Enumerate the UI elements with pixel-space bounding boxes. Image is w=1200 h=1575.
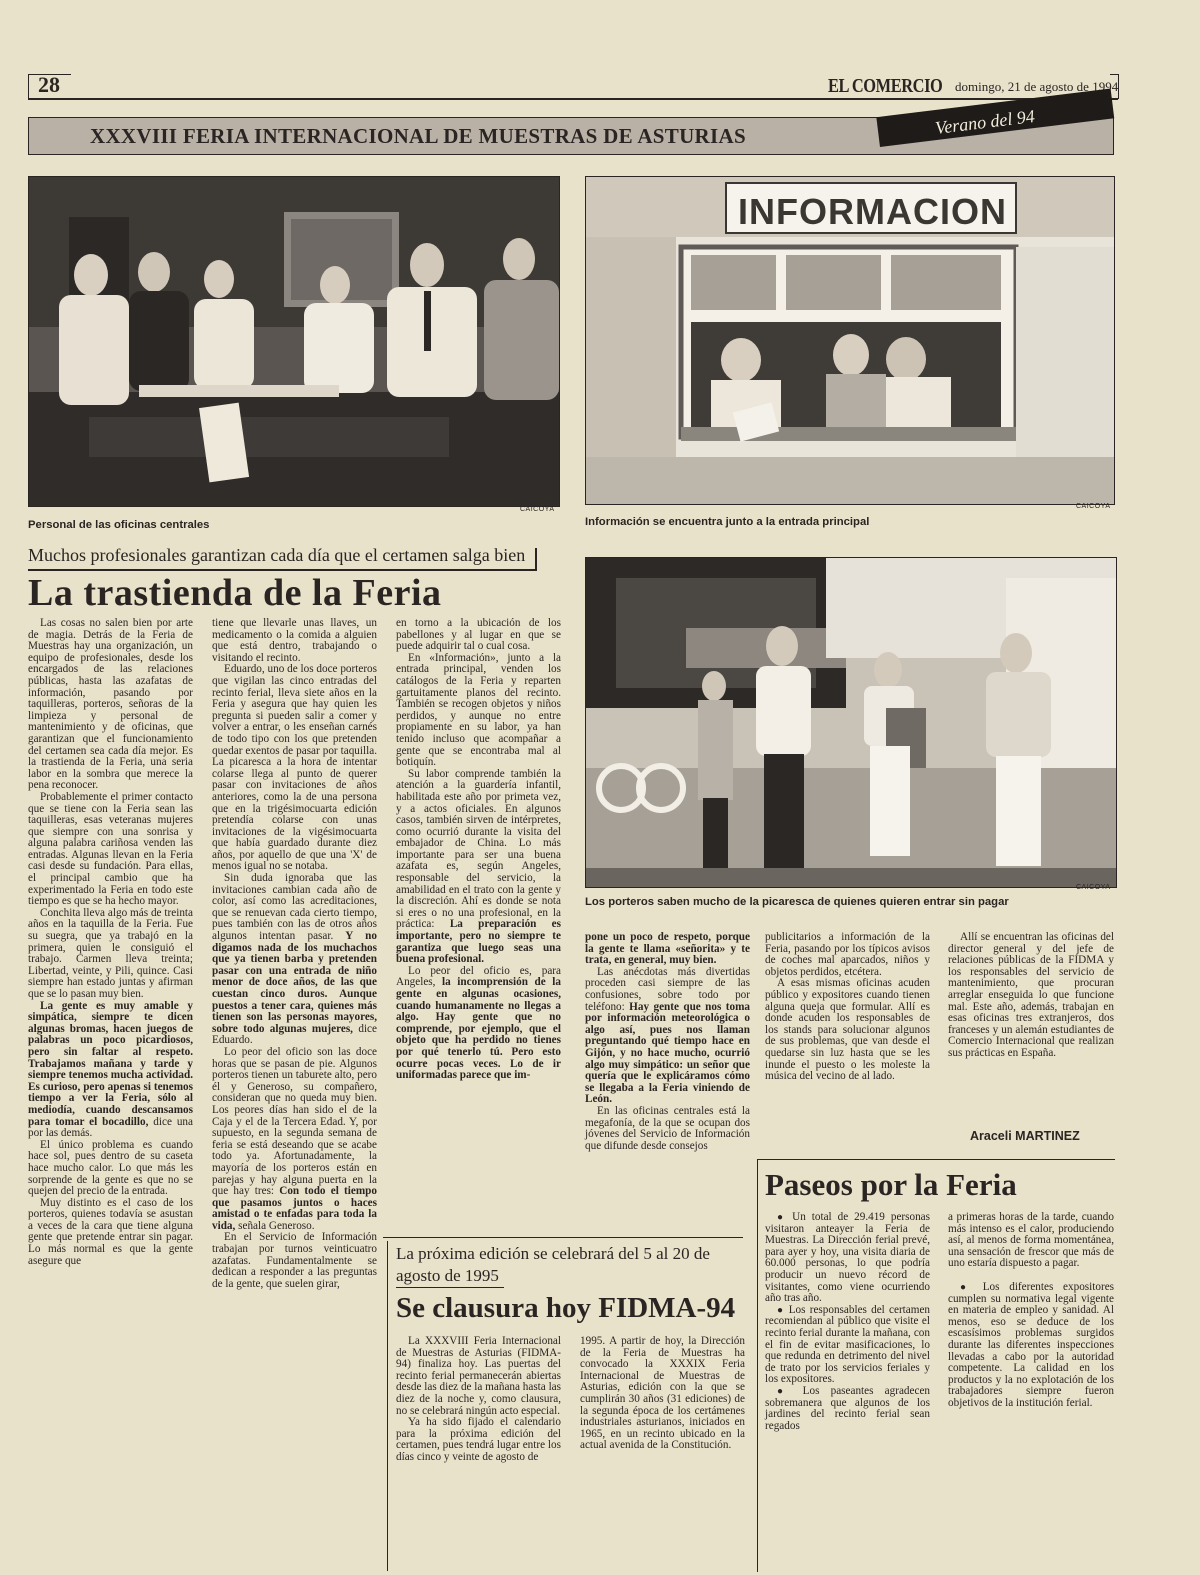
main-col1-p5: El único problema es cuando hace sol, pues dentro de su caseta hace mucho calor. Lo que más les sorprende de la gente es que no se quejen del precio de la entrada. [28,1138,193,1198]
main-col3-p3-bold: La preparación es importante, pero no siempre te garantiza que luego seas una buena profesional. [396,918,561,966]
information-sign: INFORMACION [738,191,1007,232]
clausura-col1-p2: Ya ha sido fijado el calendario para la próxima edición del certamen, pues tendrá lugar entre los días cinco y veinte de agosto de [396,1416,561,1463]
main-col1-p3: Conchita lleva algo más de treinta años en la taquilla de la Feria. Fue su suegra, que ya trabajó en la primera, quien le consiguió el trabajo. Carmen lleva treinta; Libertad, veinte, y Pili, quince. Casi siempre han estado juntas y afirman que se lo pasan muy bien. [28,906,193,1000]
main-col4-p1 [585,932,750,967]
clausura-col-2 [580,1336,745,1452]
clausura-kicker-rule [396,1287,504,1288]
main-col1-p6: Muy distinto es el caso de los porteros, quienes todavía se asustan a veces de la cara que tiene alguna gente que pretende entrar sin pagar. Lo más normal es que la gente asegure que [28,1196,193,1267]
photo1-caption: Personal de las oficinas centrales [28,519,210,531]
photo1-credit: CAICOYA [520,506,555,513]
paseos-col1-p2-text: Los responsables del certamen recomiendan al público que visite el recinto ferial durante la mañana, con el fin de evitar masificaciones, lo que redunda en detrimento del nivel de trato por los servicios feriales y los expositores. [765,1303,931,1386]
main-col5-p2: A esas mismas oficinas acuden público y expositores cuando tienen alguna queja que formular. Allí es donde acuden los responsables de los stands para solucionar algunos de sus problemas, que van desde el quedarse sin luz hasta que se les inunde el puesto o les moleste la música del vecino de al lado. [765,977,930,1083]
main-col3-p4-text: Lo peor del oficio es, para Angeles, [396,964,561,989]
main-col-1 [28,618,193,1267]
clausura-kicker-line1: La próxima edición se celebrará del 5 al 20 de [396,1244,710,1263]
clausura-col2-p1: 1995. A partir de hoy, la Dirección de la Feria de Muestras ha convocado la XXXIX Feria Internacional de Muestras de Asturias, edición con la que se cumplirán 30 años (31 ediciones) de la segunda época de los certámenes industriales asturianos, iniciados en 1965, en un recinto ubicado en la actual avenida de la Constitución. [580,1335,745,1452]
paseos-col2-p2 [948,1282,1114,1410]
main-col2-p4-bold: Con todo el tiempo que pasamos juntos o haces amistad o te enfadas para toda la vida, [212,1185,377,1232]
main-col2-p4-end: señala Generoso. [235,1219,315,1232]
main-col4-p2 [585,967,750,1106]
main-bottom-rule [383,1237,743,1238]
main-col1-p2: Probablemente el primer contacto que se tiene con la Feria sean las taquilleras, esas veteranas mujeres que siempre con una sonrisa y alguna palabra cariñosa venden las entradas. Algunas llevan en la Feria casi desde su fundación. Para ellas, el principal cambio que ha experimentado la Feria en todo este tiempo es que se ha hecho mayor. [28,790,193,908]
main-col-2 [212,618,377,1290]
main-col3-p3 [396,769,561,966]
main-col2-p3 [212,873,377,1047]
paseos-col2-p2-text: Los diferentes expositores cumplen su normativa legal vigente en materia de empleo y sanidad. Al menos, eso se deduce de los escasísimos problemas surgidos durante las diferentes inspecciones llevadas a cabo por la autoridad competente. La calidad en los productos y la no explotación de los trabajadores siempre fueron objetivos de la institución ferial. [948,1280,1115,1409]
paseos-col1-p1-text: Un total de 29.419 personas visitaron anteayer la Feria de Muestras. La Dirección ferial prevé, para ayer y hoy, una visita diaria de 60.000 personas, lo que podría producir un nuevo récord de visitantes, como viene ocurriendo año tras año. [765,1211,930,1305]
bullet-icon: ● [960,1281,973,1293]
clausura-col-1 [396,1336,561,1464]
main-col-3 [396,618,561,1082]
paseos-col1-p3-text: Los paseantes agradecen sobremanera que algunos de los jardines del recinto ferial sean regados [765,1384,931,1432]
main-col2-p3-text: Sin duda ignoraba que las invitaciones cambian cada año de color, así como las acreditaciones, que se renuevan cada cierto tiempo, pues también con las de otros años algunos intentan pasar. [212,872,377,943]
main-col2-p5: En el Servicio de Información trabajan por turnos veinticuatro azafatas. Fundamentalmente se dedican a responder a las preguntas de la gente, que suelen girar, [212,1231,377,1290]
main-col3-p4 [396,966,561,1082]
photo2-caption: Información se encuentra junto a la entrada principal [585,516,870,528]
header-rule [28,98,1118,100]
main-headline: La trastienda de la Feria [28,572,442,614]
main-col2-p2: Eduardo, uno de los doce porteros que vigilan las cinco entradas del recinto ferial, lleva siete años en la Feria y asegura que hay quien les pregunta si pueden salir a comer y volver a entrar, o les enseñan carnés de todo tipo con los que pretenden quedar exentos de pasar por taquilla. La picaresca a la hora de intentar colarse llega al punto de querer pasar con invitaciones de años anteriores, como la de una persona que en la trigésimocuarta edición pretendía colarse con unas invitaciones de la vigésimocuarta que había guardado durante diez años, por aquello de que una 'X' de menos igual no se notaba. [212,663,377,873]
main-col3-p4-bold: la incomprensión de la gente en algunas ocasiones, cuando humanamente no llegas a algo. Hay gente que no comprende, por ejemplo, que el objeto que ha perdido no tienes por qué tenerlo tú. Pero esto ocurre pocas veces. Lo de ir uniformadas parece que im- [396,976,561,1082]
main-col4-p2-text: Las anécdotas más divertidas proceden casi siempre de las confusiones, sobre todo por teléfono: [585,965,750,1013]
main-col5-p1: publicitarios a información de la Feria, pasando por los típicos avisos de coches mal aparcados, niños y objetos perdidos, etcétera. [765,931,930,978]
main-col2-p3-bold: Y no digamos nada de los muchachos que ya tienen barba y pretenden pasar con una entrada de niño menor de doce años, de las que cuestan cinco duros. Aunque puestos a tener cara, quienes más tienen son las personas mayores, sobre todo algunas mujeres, [212,930,377,1035]
main-col1-p4 [28,1001,193,1140]
main-col-4 [585,932,750,1152]
main-col2-p3-end: dice Eduardo. [212,1022,377,1047]
photo-doormen-image [586,558,1116,887]
page-number: 28 [38,72,60,97]
main-col3-p3-text: Su labor comprende también la atención a la guardería infantil, habilitada este año por primeta vez, y a actos oficiales. En algunos casos, también sirven de intérpretes, como ocurrió durante la visita del embajador de China. Lo más importante para ser una buena azafata es, según Angeles, responsable del servicio, la amabilidad en el trato con la gente y la discreción. Ahí es donde se nota si eres o no una profesional, en la práctica: [396,767,561,931]
issue-date: domingo, 21 de agosto de 1994 [955,79,1119,94]
clausura-headline: Se clausura hoy FIDMA-94 [396,1292,736,1324]
main-col-6 [948,932,1114,1060]
clausura-col1-p1: La XXXVIII Feria Internacional de Muestras de Asturias (FIDMA-94) finaliza hoy. Las puertas del recinto ferial permanecerán abiertas desde las diez de la mañana hasta las diez de la noche y, como clausura, no se celebrará ningún acto especial. [396,1335,561,1417]
main-col4-p2-bold: Hay gente que nos toma por información meteorológica o algo así, pues nos llaman preguntando qué tiempo hace en Gijón, y no hace mucho, ocurrió algo muy simpático: un señor que quería que le explicáramos cómo se llegaba a la Feria viniendo de León. [585,1000,750,1106]
photo2-credit: CAICOYA [1076,503,1111,510]
photo3-credit: CAICOYA [1076,884,1111,891]
main-col4-p3: En las oficinas centrales está la megafonía, de la que se ocupan dos jóvenes del Servicio de Información que difunde desde consejos [585,1104,750,1152]
photo-information-desk [585,176,1115,505]
paseos-col1-p2 [765,1305,930,1386]
bullet-icon: ● [777,1212,787,1223]
banner-tag: Verano del 94 [934,105,1036,139]
byline: Araceli MARTINEZ [970,1129,1080,1143]
paseos-col-1 [765,1212,930,1432]
main-col1-p4-end: dice una por las demás. [28,1115,193,1140]
main-col6-p1: Allí se encuentran las oficinas del director general y del jefe de relaciones públicas de la FIDMA y los responsables del servicio de mantenimiento, que procuran arreglar enseguida lo que funcione mal. Este año, además, trabajan en esas oficinas tres extranjeros, dos franceses y un alemán estudiantes de Comercio Internacional que realizan sus prácticas en España. [948,931,1114,1059]
main-col2-p1: tiene que llevarle unas llaves, un medicamento o la comida a alguien que está dentro, trabajando o visitando el recinto. [212,617,377,664]
bullet-icon: ● [777,1385,792,1397]
paseos-col-2 [948,1212,1114,1410]
photo3-caption: Los porteros saben mucho de la picaresca de quienes quieren entrar sin pagar [585,896,1009,908]
banner-title: XXXVIII FERIA INTERNACIONAL DE MUESTRAS DE ASTURIAS [90,124,746,148]
main-col1-p4-bold: La gente es muy amable y simpática, siempre te dicen algunas bromas, hacen juegos de palabras un poco picardiosos, pero sin faltar al respeto. Trabajamos mañana y tarde y siempre tenemos mucha actividad. Es curioso, pero apenas si tenemos tiempo a ver la Feria, sólo al mediodía, cuando descansamos para tomar el bocadillo, [28,999,193,1128]
photo-office-staff [28,176,560,507]
main-col3-p2: En «Información», junto a la entrada principal, venden los catálogos de la Feria y reparten gartuitamente planos del recinto. También se recogen objetos y niños perdidos, y aunque no entre propiamente en su labor, ya han tenido incluso que acompañar a gente que se encontraba mal al botiquín. [396,651,561,769]
paseos-headline: Paseos por la Feria [765,1167,1017,1202]
paseos-col1-p1 [765,1212,930,1305]
bullet-icon: ● [777,1304,785,1316]
main-kicker-rule-tick [535,548,537,571]
main-col3-p1: en torno a la ubicación de los pabellones y al lugar en que se puede adquirir tal o cual cosa. [396,617,561,653]
main-col2-p4-text: Lo peor del oficio son las doce horas que se pasan de pie. Algunos porteros tienen un taburete alto, pero él y Generoso, su compañero, consideran que no queda muy bien. Los peores días han sido el de la Caja y el de la Tercera Edad. Y, por supuesto, en la segunda semana de feria se está deseando que se acabe todo ya. Afortunadamente, la mayoría de los porteros están en parejas y hay alguna puerta en la que hay tres: [212,1045,377,1198]
masthead: EL COMERCIO [828,75,943,97]
photo-doormen [585,557,1117,888]
main-col1-p1: Las cosas no salen bien por arte de magia. Detrás de la Feria de Muestras hay una organización, un equipo de profesionales, desde los encargados de las relaciones públicas, hasta las azafatas de información, pasando por taquilleras, porteros, señoras de la limpieza y personal de mantenimiento y de oficinas, que garantizan que el funcionamiento del certamen sea cada día mejor. Es la trastienda de la Feria, una seria labor en la sombra que merece la pena reconocer. [28,617,193,792]
clausura-kicker-line2: agosto de 1995 [396,1266,499,1285]
main-col4-p1-bold: pone un poco de respeto, porque la gente te llama «señorita» y te trata, en general, muy bien. [585,931,750,967]
photo-office-staff-image [29,177,559,506]
paseos-col2-p1: a primeras horas de la tarde, cuando más intenso es el calor, produciendo así, al menos de forma momentánea, una sensación de frescor que más de uno estaría dispuesto a pagar. [948,1211,1114,1270]
clausura-left-rule [387,1241,388,1571]
main-kicker: Muchos profesionales garantizan cada día que el certamen salga bien [28,545,526,565]
paseos-col1-p3 [765,1386,930,1432]
main-col2-p4 [212,1047,377,1233]
main-col-5 [765,932,930,1083]
